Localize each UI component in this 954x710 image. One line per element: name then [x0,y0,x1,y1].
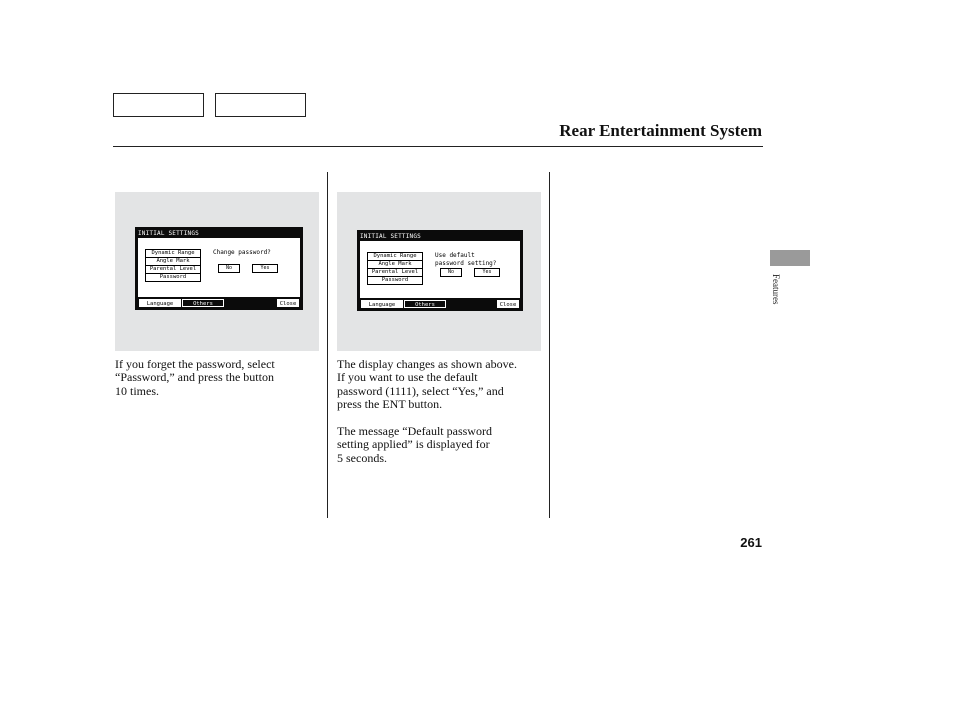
screen-body [138,238,300,297]
tab-others[interactable]: Others [182,299,224,307]
side-section-label: Features [771,274,781,305]
settings-menu [145,250,201,282]
no-button[interactable]: No [440,268,462,277]
column-divider-1 [327,172,328,518]
yes-button[interactable]: Yes [474,268,500,277]
display-screen [135,227,303,310]
yes-button[interactable]: Yes [252,264,278,273]
close-button[interactable]: Close [497,300,519,308]
screen-header: INITIAL SETTINGS [138,230,199,237]
screen-body [360,241,520,298]
paragraph: The message “Default password setting applied” is displayed for 5 seconds. [337,424,492,465]
screen-illustration-change-password [115,192,319,351]
display-screen [357,230,523,311]
screen-illustration-default-password [337,192,541,351]
menu-item-dynamic-range[interactable]: Dynamic Range [145,249,201,258]
no-button[interactable]: No [218,264,240,273]
tab-language[interactable]: Language [139,299,181,307]
nav-tab-2 [215,93,306,117]
left-column-text [115,358,320,412]
menu-item-parental-level[interactable]: Parental Level [367,268,423,277]
tab-language[interactable]: Language [361,300,403,308]
column-divider-2 [549,172,550,518]
close-button[interactable]: Close [277,299,299,307]
section-thumb-tab [770,250,810,266]
screen-header: INITIAL SETTINGS [360,233,421,240]
nav-tab-1 [113,93,204,117]
title-rule [113,146,763,147]
paragraph: The display changes as shown above. If you want to use the default password (1111), select “Yes,” and press the ENT button. [337,357,517,412]
settings-menu [367,253,423,285]
screen-footer [138,299,300,308]
menu-item-angle-mark[interactable]: Angle Mark [367,260,423,269]
dialog-prompt: Use default password setting? [435,252,497,267]
menu-item-parental-level[interactable]: Parental Level [145,265,201,274]
menu-item-password[interactable]: Password [145,273,201,282]
dialog-prompt: Change password? [213,249,271,256]
middle-column-text [337,358,545,479]
menu-item-dynamic-range[interactable]: Dynamic Range [367,252,423,261]
tab-others[interactable]: Others [404,300,446,308]
screen-footer [360,300,520,309]
page-number: 261 [740,535,762,550]
menu-item-password[interactable]: Password [367,276,423,285]
section-title: Rear Entertainment System [559,121,762,140]
menu-item-angle-mark[interactable]: Angle Mark [145,257,201,266]
paragraph: If you forget the password, select “Password,” and press the button 10 times. [115,357,275,398]
